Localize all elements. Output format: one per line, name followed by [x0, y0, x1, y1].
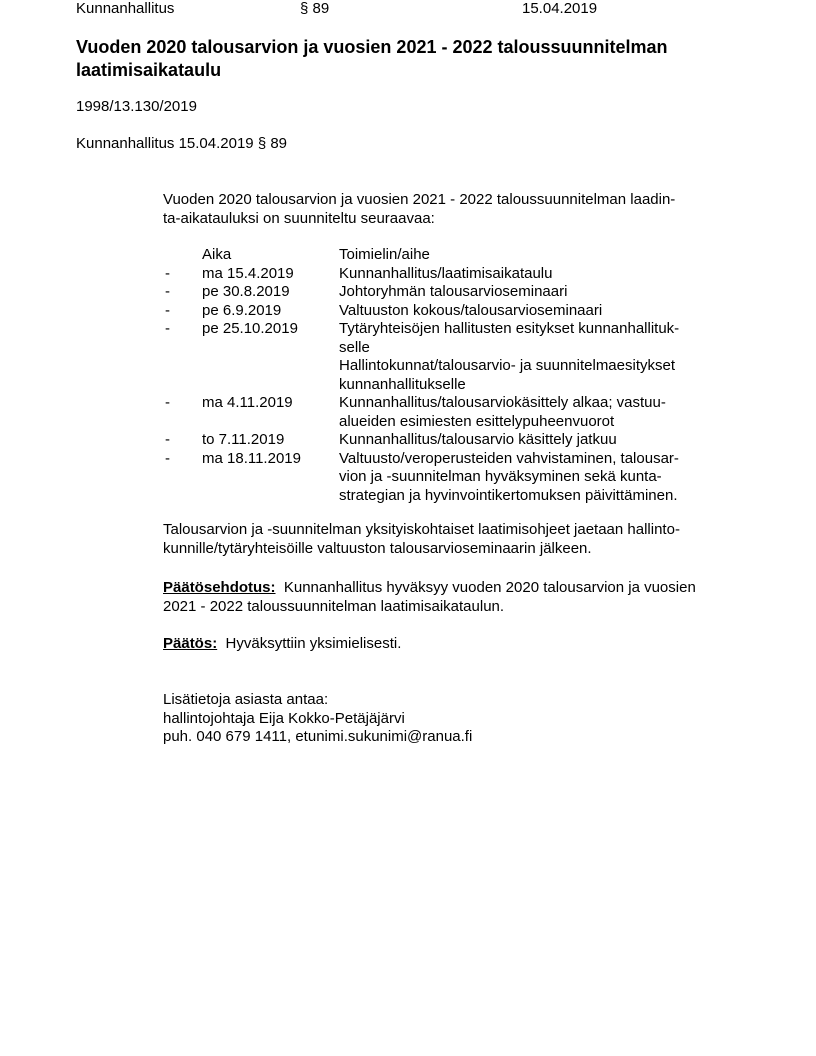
text-line: Hallintokunnat/talousarvio- ja suunnitelmaesitykset [339, 357, 676, 374]
row-dash: - [165, 283, 170, 300]
text-line: strategian ja hyvinvointikertomuksen päivittäminen. [339, 486, 678, 504]
row-dash: - [165, 431, 170, 448]
text-line: Vuoden 2020 talousarvion ja vuosien 2021 - 2022 taloussuunnitelman laadin- [163, 191, 676, 208]
text-line: selle [339, 338, 370, 356]
row-subject [339, 265, 739, 284]
header-organ: Kunnanhallitus [76, 0, 175, 17]
decision-text: Hyväksyttiin yksimielisesti. [225, 635, 402, 652]
row-dash: - [165, 320, 170, 337]
row-dash: - [165, 449, 170, 467]
row-date: ma 4.11.2019 [202, 394, 293, 411]
text-line: Talousarvion ja -suunnitelman yksityiskohtaiset laatimisohjeet jaetaan hallinto- [163, 521, 680, 538]
text-line: Johtoryhmän talousarvioseminaari [339, 283, 568, 300]
contact-details: puh. 040 679 1411, etunimi.sukunimi@ranua.fi [163, 728, 473, 745]
row-date: pe 6.9.2019 [202, 301, 282, 319]
row-subject [339, 431, 739, 450]
row-dash: - [165, 301, 170, 319]
row-date: to 7.11.2019 [202, 431, 285, 448]
text-line: Kunnanhallitus/talousarvio käsittely jatkuu [339, 431, 617, 448]
proposal-paragraph [163, 579, 743, 616]
instructions-paragraph [163, 521, 743, 558]
contact-info [163, 691, 743, 747]
text-line: 2021 - 2022 taloussuunnitelman laatimisaikataulun. [163, 597, 505, 615]
row-subject [339, 320, 739, 394]
row-subject [339, 302, 739, 321]
text-line: alueiden esimiesten esittelypuheenvuorot [339, 412, 615, 430]
title-line: laatimisaikataulu [76, 60, 222, 80]
text-line: Valtuuston kokous/talousarvioseminaari [339, 301, 603, 319]
text-line: Kunnanhallitus hyväksyy vuoden 2020 talousarvion ja vuosien [283, 579, 696, 596]
meeting-reference: Kunnanhallitus 15.04.2019 § 89 [76, 135, 288, 152]
text-line: hallintojohtaja Eija Kokko-Petäjäjärvi [163, 709, 405, 727]
column-header-time: Aika [202, 246, 232, 263]
header-date: 15.04.2019 [522, 0, 598, 17]
text-line: Kunnanhallitus/laatimisaikataulu [339, 264, 553, 282]
text-line: vion ja -suunnitelman hyväksyminen sekä kunta- [339, 468, 662, 485]
text-line: ta-aikatauluksi on suunniteltu seuraavaa: [163, 209, 435, 227]
row-dash: - [165, 394, 170, 411]
row-subject [339, 394, 739, 431]
row-subject [339, 450, 739, 506]
document-title [76, 36, 668, 82]
title-line: Vuoden 2020 talousarvion ja vuosien 2021 - 2022 taloussuunnitelman [76, 37, 668, 57]
text-line: kunnanhallitukselle [339, 375, 466, 393]
row-date: ma 15.4.2019 [202, 264, 294, 282]
intro-paragraph [163, 191, 743, 228]
header-section: § 89 [300, 0, 330, 17]
row-subject [339, 283, 739, 302]
text-line: Lisätietoja asiasta antaa: [163, 691, 329, 708]
text-line: Valtuusto/veroperusteiden vahvistaminen, talousar- [339, 449, 679, 467]
text-line: Tytäryhteisöjen hallitusten esitykset kunnanhallituk- [339, 320, 680, 337]
text-line: Kunnanhallitus/talousarviokäsittely alkaa; vastuu- [339, 394, 666, 411]
text-line: kunnille/tytäryhteisöille valtuuston talousarvioseminaarin jälkeen. [163, 539, 592, 557]
diary-number: 1998/13.130/2019 [76, 98, 197, 115]
row-dash: - [165, 264, 170, 282]
decision-paragraph [163, 635, 743, 654]
row-date: pe 30.8.2019 [202, 283, 290, 300]
proposal-label: Päätösehdotus: [163, 579, 276, 596]
decision-label: Päätös: [163, 635, 218, 652]
row-date: ma 18.11.2019 [202, 449, 301, 467]
column-header-subject: Toimielin/aihe [339, 246, 430, 263]
row-date: pe 25.10.2019 [202, 320, 298, 337]
